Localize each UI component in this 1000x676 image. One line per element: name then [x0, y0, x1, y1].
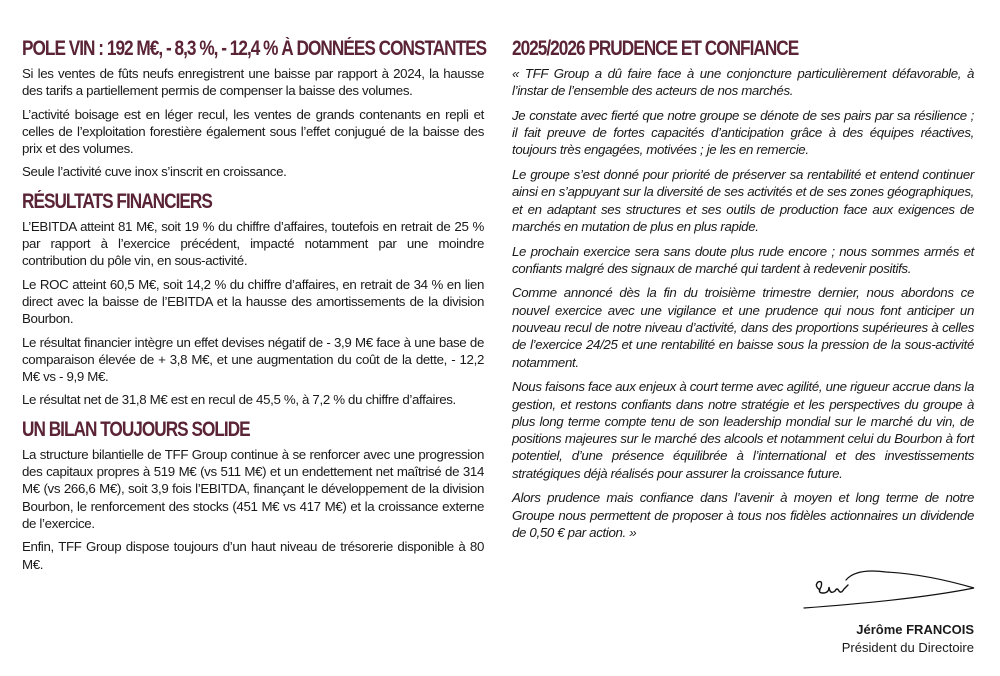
paragraph: Le ROC atteint 60,5 M€, soit 14,2 % du chiffre d’affaires, en retrait de 34 % en lien direct avec la baisse de l’EBITDA et la hausse des amortissements de la division Bourbon. [22, 276, 484, 327]
section-bilan [22, 417, 484, 573]
left-column [22, 36, 487, 581]
paragraph: L’EBITDA atteint 81 M€, soit 19 % du chiffre d’affaires, toutefois en retrait de 25 % par rapport à l’exercice précédent, impacté notamment par une moindre contribution du pôle vin, en sous-activité. [22, 218, 484, 269]
quote-paragraph: Je constate avec fierté que notre groupe se dénote de ses pairs par sa résilience ; il fait preuve de fortes capacités d’anticipation grâce à des équipes réactives, toujours très engagées, motivées ; je les en remercie. [512, 107, 974, 158]
paragraph: Le résultat net de 31,8 M€ est en recul de 45,5 %, à 7,2 % du chiffre d’affaires. [22, 392, 456, 408]
section-heading: UN BILAN TOUJOURS SOLIDE [22, 417, 250, 441]
right-column [512, 36, 974, 549]
paragraph: Seule l’activité cuve inox s’inscrit en croissance. [22, 164, 287, 180]
paragraph: Le résultat financier intègre un effet devises négatif de - 3,9 M€ face à une base de comparaison élevée de + 3,8 M€, et une augmentation du coût de la dette, - 12,2 M€ vs - 9,9 M€. [22, 334, 484, 385]
section-resultats-financiers [22, 189, 484, 409]
signature-image [800, 568, 980, 612]
section-heading: 2025/2026 PRUDENCE ET CONFIANCE [512, 37, 799, 60]
section-heading: RÉSULTATS FINANCIERS [22, 189, 212, 213]
paragraph: Si les ventes de fûts neufs enregistrent une baisse par rapport à 2024, la hausse des tarifs a partiellement permis de compenser la baisse des volumes. [22, 66, 484, 99]
quote-paragraph: Comme annoncé dès la fin du troisième trimestre dernier, nous abordons ce nouvel exercice avec une vigilance et une prudence qui nous font anticiper un nouveau recul de notre niveau d’activité, dans des proportions supérieures à celles de l’exercice 24/25 et une rentabilité en baisse sous la pression de la sous-activité notamment. [512, 285, 974, 370]
signer-name: Jérôme FRANCOIS [856, 622, 974, 637]
signature-block [842, 621, 974, 657]
quote-paragraph: Alors prudence mais confiance dans l’avenir à moyen et long terme de notre Groupe nous permettent de proposer à tous nos fidèles actionnaires un dividende de 0,50 € par action. » [512, 490, 974, 540]
paragraph: L’activité boisage est en léger recul, les ventes de grands contenants en repli et celles de l’exploitation forestière également sous l’effet conjugué de la baisse des prix et des volumes. [22, 106, 484, 157]
quote-paragraph: Le groupe s’est donné pour priorité de préserver sa rentabilité et entend continuer ainsi en s’appuyant sur la diversité de ses activités et de ses zones géographiques, et en adaptant ses structures et ses outils de production face aux exigences de marchés en mutation de plus en plus rapide. [512, 167, 974, 234]
paragraph: La structure bilantielle de TFF Group continue à se renforcer avec une progression des capitaux propres à 519 M€ (vs 511 M€) et un endettement net maîtrisé de 314 M€ (vs 266,6 M€), soit 3,9 fois l’EBITDA, finançant le développement de la division Bourbon, le renforcement des stocks (451 M€ vs 417 M€) et la croissance externe de l’exercice. [22, 446, 484, 531]
paragraph: Enfin, TFF Group dispose toujours d’un haut niveau de trésorerie disponible à 80 M€. [22, 539, 484, 572]
section-heading: POLE VIN : 192 M€, - 8,3 %, - 12,4 % À DONNÉES CONSTANTES [22, 37, 487, 60]
signer-title: Président du Directoire [841, 640, 974, 655]
quote-paragraph: Nous faisons face aux enjeux à court terme avec agilité, une rigueur accrue dans la gestion, et restons confiants dans notre stratégie et les perspectives du groupe à plus long terme compte tenu de son leadership mondial sur le marché du vin, de positions majeures sur le marché des alcools et notamment celui du Bourbon à fort potentiel, d’une présence équilibrée à l’international et des investissements stratégiques déjà réalisés pour assurer la croissance future. [512, 379, 974, 481]
section-pole-vin [22, 36, 487, 181]
quote-paragraph: « TFF Group a dû faire face à une conjoncture particulièrement défavorable, à l’instar de l’ensemble des acteurs de nos marchés. [512, 66, 974, 99]
quote-paragraph: Le prochain exercice sera sans doute plus rude encore ; nous sommes armés et confiants malgré des signaux de marché qui tardent à redevenir positifs. [512, 243, 974, 276]
